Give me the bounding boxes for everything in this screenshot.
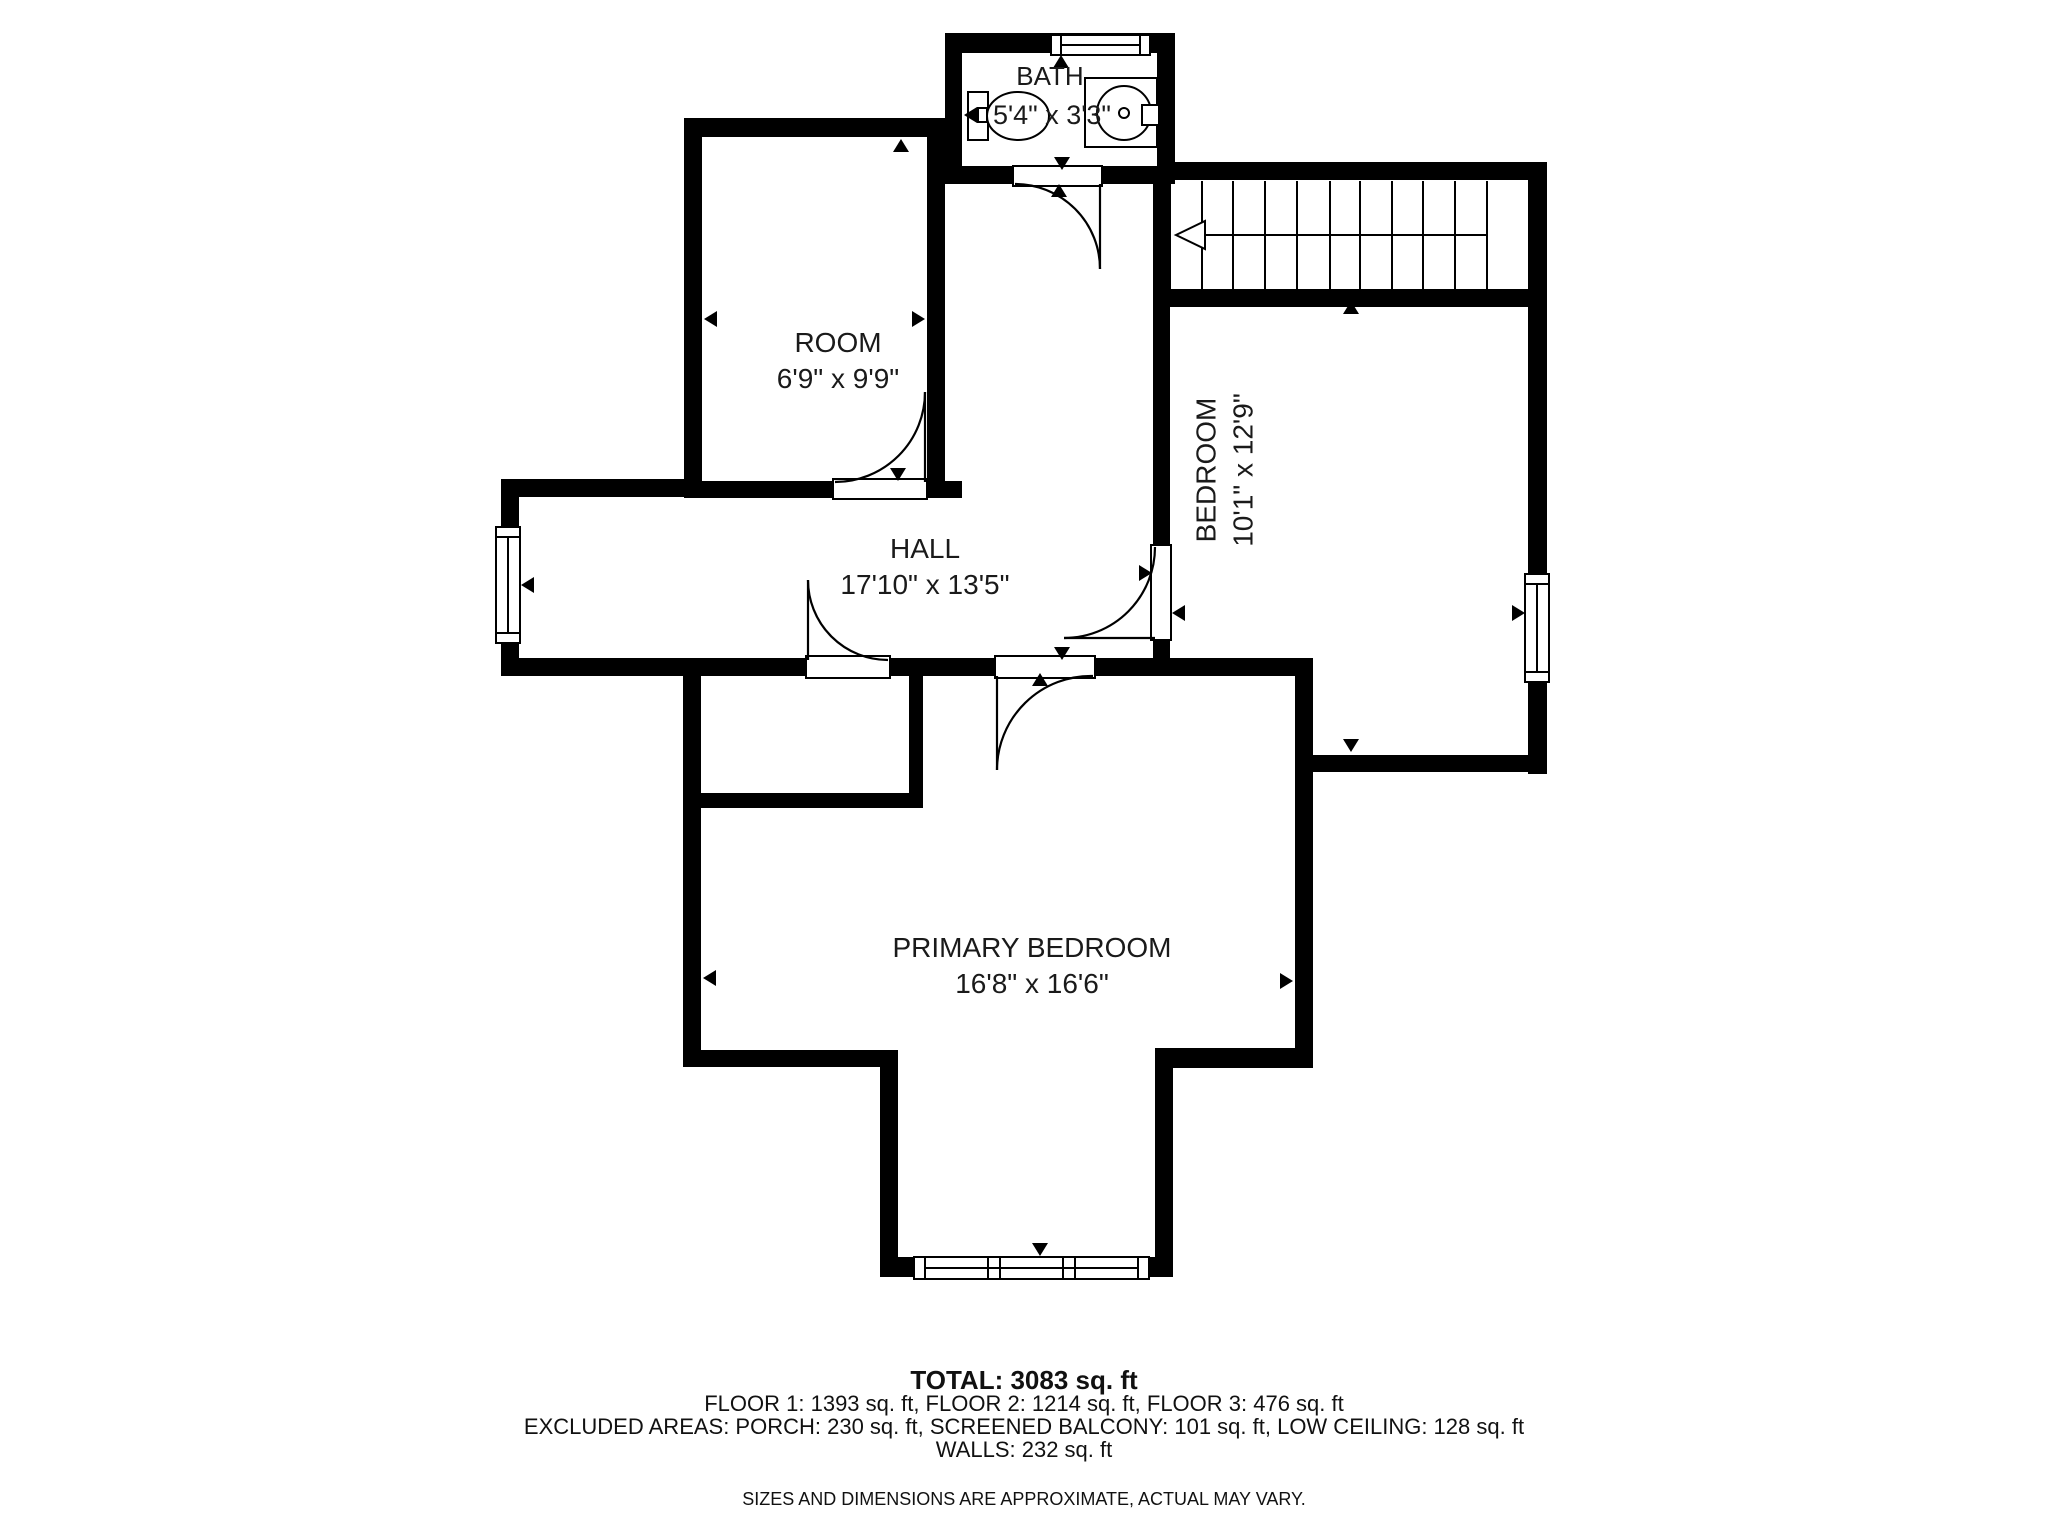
faucet xyxy=(1142,105,1159,125)
marker-room-right xyxy=(912,311,925,327)
wall-closet-right xyxy=(909,676,923,808)
staircase xyxy=(1170,181,1487,289)
door-primary xyxy=(997,676,1093,770)
bedroom-dims: 10'1" x 12'9" xyxy=(1227,393,1259,547)
wall-stairs-top xyxy=(1157,162,1547,180)
wall-stairs-bottom xyxy=(1157,289,1528,307)
marker-primary-left xyxy=(703,970,716,986)
wall-room-right xyxy=(927,137,945,497)
window-bath-top xyxy=(1051,35,1150,55)
wall-primary-left xyxy=(683,658,701,1067)
wall-closet-bottom xyxy=(701,793,923,808)
marker-bay-window xyxy=(1032,1243,1048,1256)
area-summary xyxy=(0,1365,2048,1510)
walls-area: WALLS: 232 sq. ft xyxy=(935,1437,1113,1462)
wall-room-top xyxy=(684,118,962,137)
wall-bay-right xyxy=(1155,1048,1173,1277)
disclaimer: SIZES AND DIMENSIONS ARE APPROXIMATE, ACTUAL MAY VARY. xyxy=(742,1489,1306,1509)
wall-bay-left xyxy=(880,1050,898,1277)
bath-label: BATH xyxy=(1016,61,1084,91)
excluded-areas: EXCLUDED AREAS: PORCH: 230 sq. ft, SCREENED BALCONY: 101 sq. ft, LOW CEILING: 128 sq. ft xyxy=(523,1414,1525,1439)
wall-right-outer-upper xyxy=(1528,162,1547,576)
marker-bedroom-window xyxy=(1512,605,1525,621)
marker-bedroom-door-lower xyxy=(1172,605,1185,621)
wall-primary-right xyxy=(1295,658,1313,1068)
total-area: TOTAL: 3083 sq. ft xyxy=(910,1365,1138,1395)
wall-hall-bottom-seg2 xyxy=(888,658,997,676)
hall-dims: 17'10" x 13'5" xyxy=(840,569,1010,600)
window-hall-left xyxy=(496,527,520,643)
marker-hall-window xyxy=(521,577,534,593)
room-dims: 6'9" x 9'9" xyxy=(776,363,900,394)
window-bay-bottom xyxy=(914,1257,1149,1279)
wall-room-bottom-left xyxy=(684,481,835,498)
bedroom-label: BEDROOM xyxy=(1190,397,1222,543)
window-bedroom-right xyxy=(1525,574,1549,682)
marker-room-top xyxy=(893,139,909,152)
door-sill-bath xyxy=(1013,166,1102,186)
door-bedroom xyxy=(1064,547,1155,638)
stair-direction-arrow xyxy=(1176,221,1205,249)
wall-hall-bottom-seg1 xyxy=(501,658,808,676)
wall-hall-bottom-seg3 xyxy=(1093,658,1297,676)
primary-bedroom-label: PRIMARY BEDROOM xyxy=(892,932,1172,963)
marker-bath-left-box xyxy=(978,108,987,122)
wall-bedroom-left-upper xyxy=(1153,180,1170,547)
room-label: ROOM xyxy=(794,327,882,358)
primary-bedroom-dims: 16'8" x 16'6" xyxy=(955,968,1109,999)
wall-primary-bottom-left xyxy=(683,1050,898,1067)
wall-bath-bottom-left xyxy=(962,166,1015,184)
bath-dims: 5'4" x 3'3" xyxy=(992,100,1112,130)
marker-room-left xyxy=(704,311,717,327)
room-labels xyxy=(777,61,1259,999)
wall-primary-bottom-right xyxy=(1155,1048,1313,1068)
doors xyxy=(806,166,1171,770)
wall-hall-top-left xyxy=(501,479,685,497)
wall-room-bottom-right xyxy=(925,481,962,498)
door-room xyxy=(835,392,925,482)
hall-label: HALL xyxy=(889,533,961,564)
wall-room-left xyxy=(684,118,702,497)
marker-bedroom-bottom xyxy=(1343,739,1359,752)
floor-areas: FLOOR 1: 1393 sq. ft, FLOOR 2: 1214 sq. ft, FLOOR 3: 476 sq. ft xyxy=(704,1391,1344,1416)
door-sill-primary xyxy=(995,656,1095,678)
wall-bedroom-ext-bottom xyxy=(1295,755,1547,772)
marker-primary-right xyxy=(1280,973,1293,989)
